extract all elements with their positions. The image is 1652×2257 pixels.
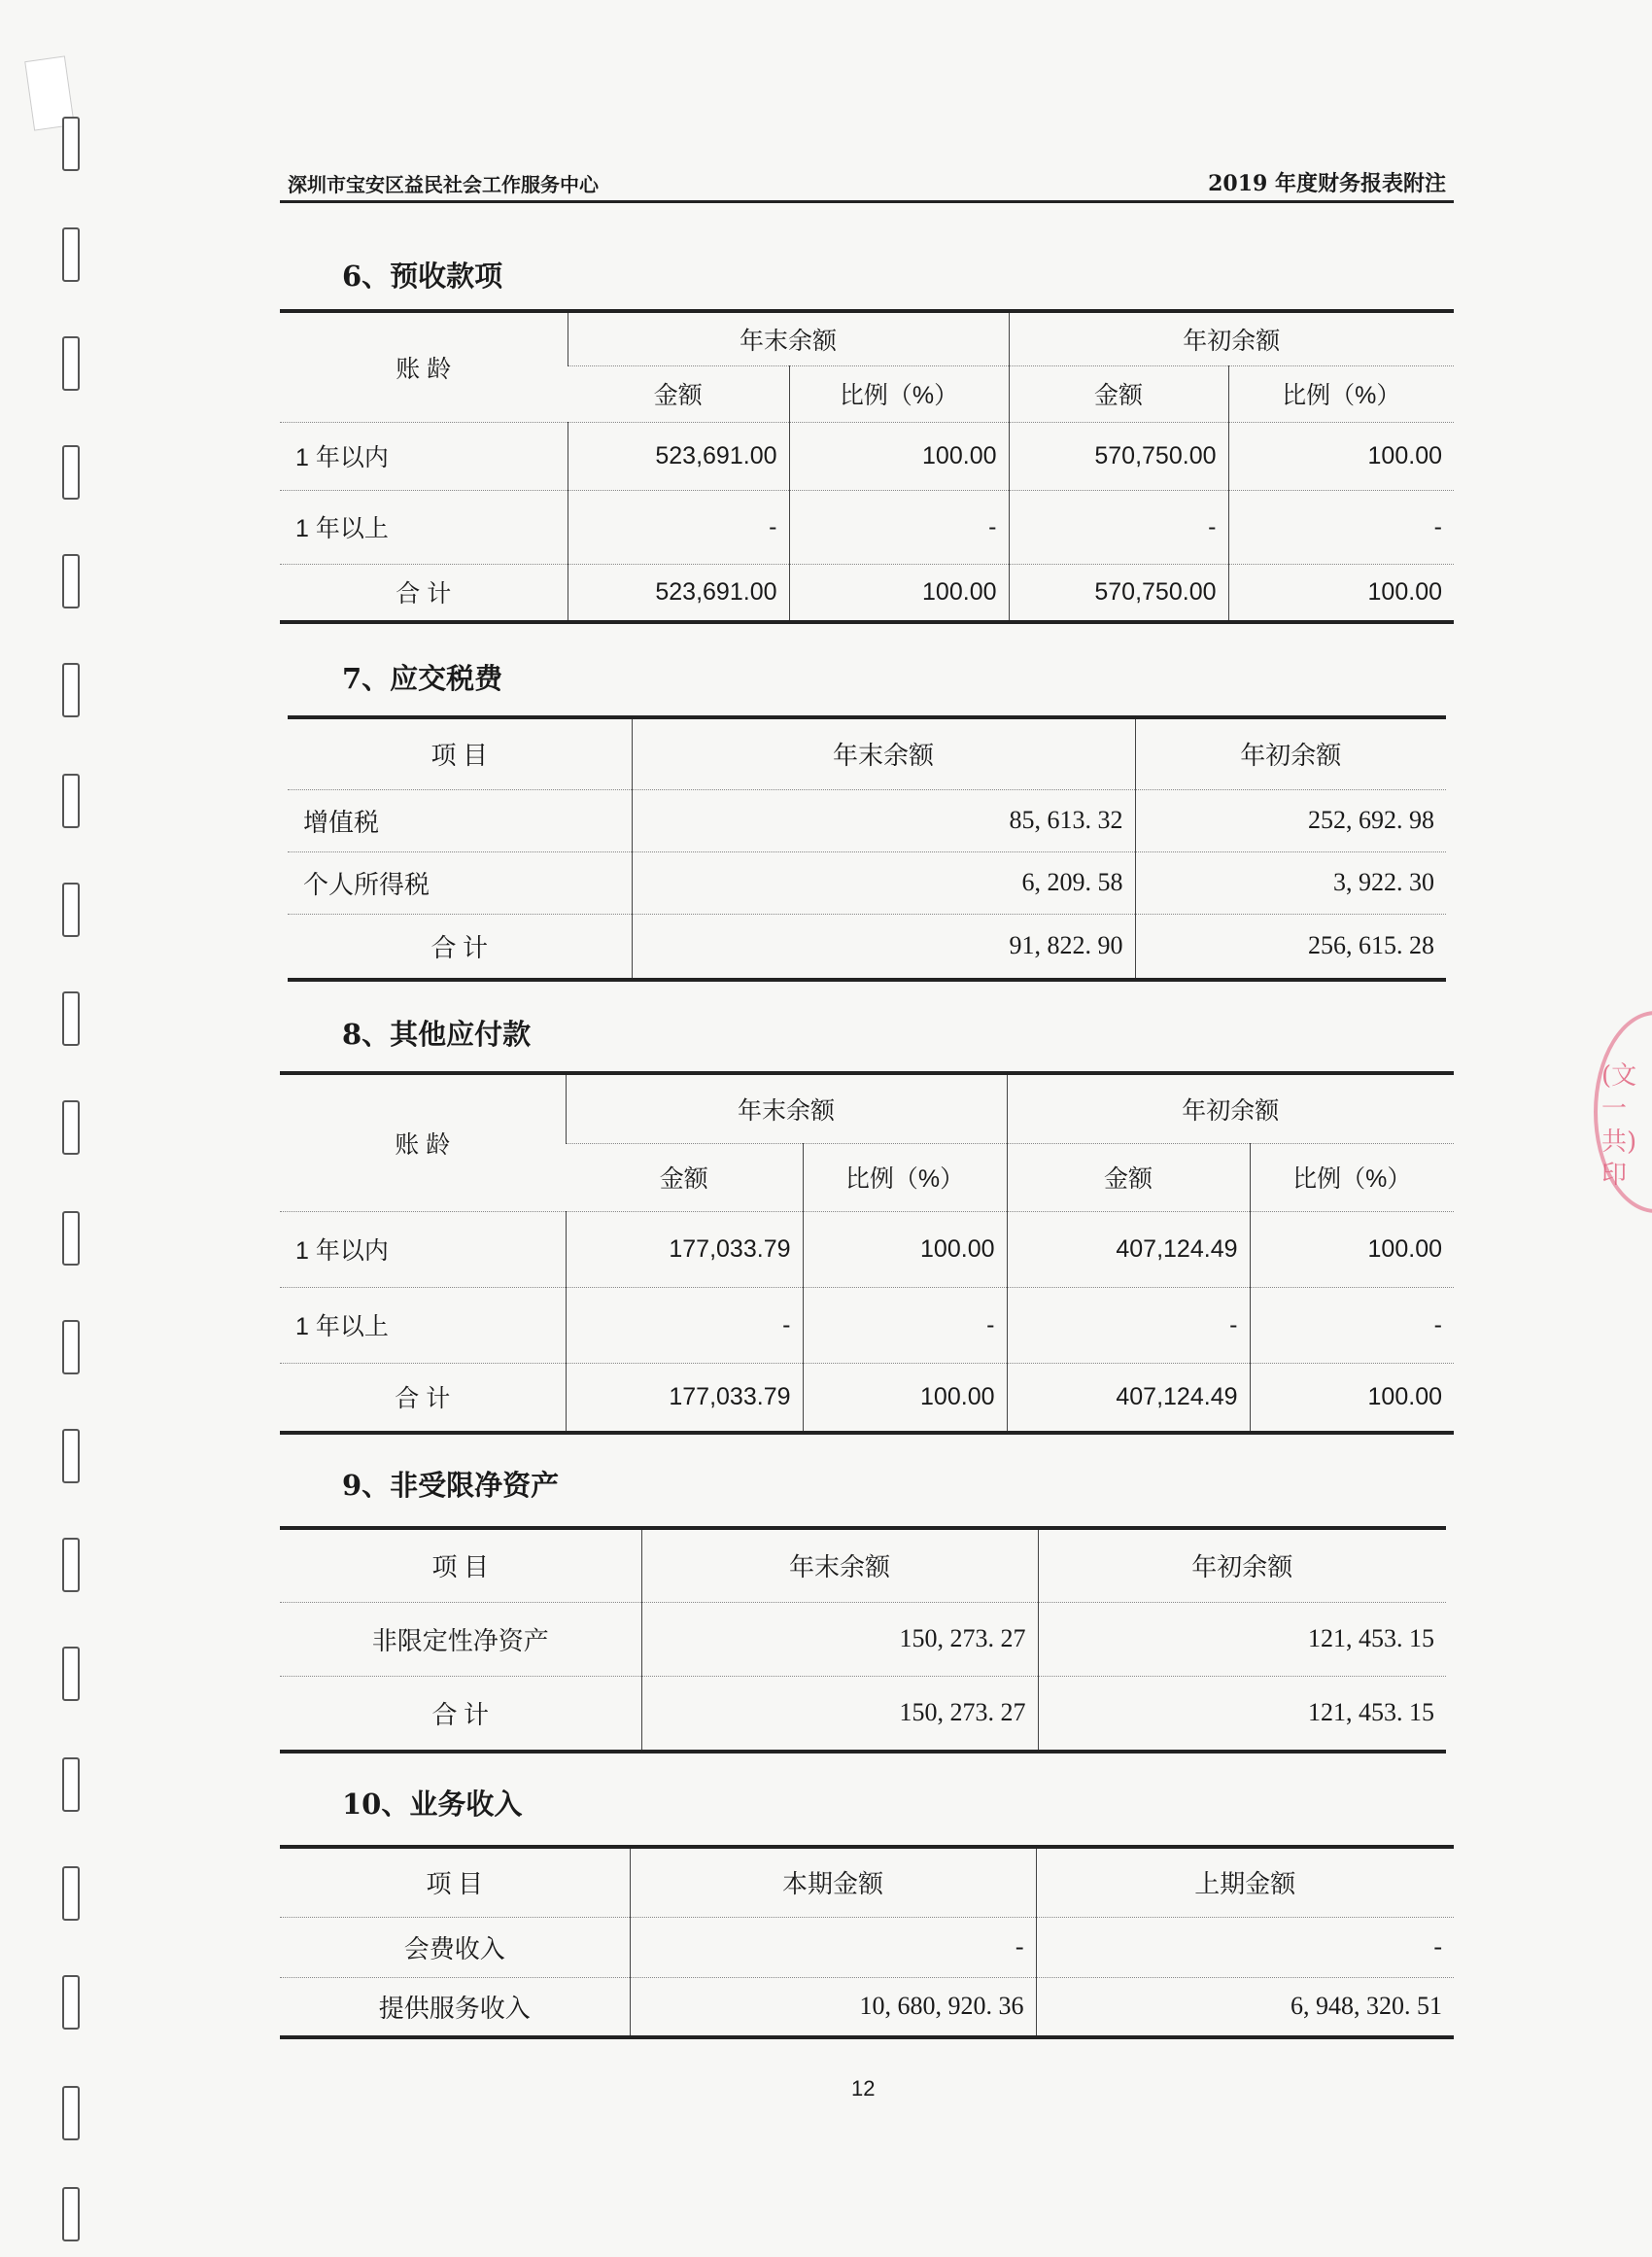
cell-end-amount: 523,691.00 [568,422,789,490]
binding-hole [62,1100,80,1155]
row-label: 个人所得税 [288,851,632,914]
binding-hole [62,1757,80,1812]
binding-hole [62,2187,80,2241]
col-header-year-begin: 年初余额 [1038,1528,1446,1602]
col-header-ratio: 比例（%） [803,1143,1007,1211]
col-header-year-end: 年末余额 [641,1528,1038,1602]
report-title: 2019 年度财务报表附注 [1208,171,1446,196]
cell-begin-ratio: 100.00 [1250,1363,1454,1433]
row-label: 1 年以上 [280,490,568,564]
cell-prior: - [1036,1917,1454,1977]
cell-begin: 121, 453. 15 [1038,1602,1446,1676]
col-header-current: 本期金额 [630,1847,1036,1917]
section-9-title: 9、非受限净资产 [342,1469,560,1502]
col-header-year-end: 年末余额 [632,717,1135,789]
cell-prior: 6, 948, 320. 51 [1036,1977,1454,2037]
table-row [288,789,1446,851]
col-header-age: 账 龄 [280,311,568,422]
section-7-title: 7、应交税费 [342,662,503,695]
row-label: 非限定性净资产 [280,1602,641,1676]
cell-begin-ratio: 100.00 [1228,564,1454,622]
row-label: 合 计 [280,1676,641,1752]
cell-begin-amount: 570,750.00 [1009,564,1228,622]
col-header-amount: 金额 [566,1143,803,1211]
cell-begin-amount: - [1009,490,1228,564]
col-header-ratio: 比例（%） [1250,1143,1454,1211]
table-row [280,422,1454,490]
table-row-total [280,564,1454,622]
cell-begin: 3, 922. 30 [1135,851,1446,914]
table-row-total [280,1676,1446,1752]
cell-current: 10, 680, 920. 36 [630,1977,1036,2037]
cell-end-ratio: 100.00 [803,1363,1007,1433]
stamp-text: (文一共) 印 [1601,1061,1637,1190]
cell-begin-ratio: 100.00 [1228,422,1454,490]
binding-hole [62,991,80,1046]
cell-end: 150, 273. 27 [641,1676,1038,1752]
binding-hole [62,1975,80,2030]
col-header-year-begin: 年初余额 [1135,717,1446,789]
binding-hole [62,1429,80,1483]
organization-name: 深圳市宝安区益民社会工作服务中心 [288,173,599,196]
row-label: 会费收入 [280,1917,630,1977]
cell-end-ratio: - [803,1287,1007,1363]
cell-end-ratio: 100.00 [789,564,1009,622]
cell-begin-amount: 407,124.49 [1007,1211,1250,1287]
col-header-year-begin: 年初余额 [1009,311,1454,365]
binding-hole [62,1320,80,1374]
cell-begin: 121, 453. 15 [1038,1676,1446,1752]
cell-end: 150, 273. 27 [641,1602,1038,1676]
table-row-total [280,1363,1454,1433]
row-label: 合 计 [280,1363,566,1433]
binding-hole [62,883,80,937]
row-label: 合 计 [280,564,568,622]
col-header-amount: 金额 [1007,1143,1250,1211]
cell-end-amount: 177,033.79 [566,1211,803,1287]
cell-end: 91, 822. 90 [632,914,1135,980]
cell-begin-amount: 570,750.00 [1009,422,1228,490]
table-row [280,490,1454,564]
col-header-year-begin: 年初余额 [1007,1073,1454,1143]
binding-hole [62,1647,80,1701]
binding-hole [62,554,80,608]
row-label: 1 年以内 [280,422,568,490]
row-label: 1 年以内 [280,1211,566,1287]
unrestricted-net-assets-table [280,1526,1446,1754]
col-header-year-end: 年末余额 [566,1073,1007,1143]
section-10-title: 10、业务收入 [342,1788,523,1821]
cell-begin-ratio: - [1228,490,1454,564]
binding-holes [58,0,87,2257]
table-row [280,1917,1454,1977]
taxes-payable-table [288,715,1446,982]
col-header-age: 账 龄 [280,1073,566,1211]
binding-hole [62,774,80,828]
cell-begin-ratio: 100.00 [1250,1211,1454,1287]
binding-hole [62,336,80,391]
cell-end-amount: - [566,1287,803,1363]
cell-end: 85, 613. 32 [632,789,1135,851]
binding-hole [62,1538,80,1592]
col-header-year-end: 年末余额 [568,311,1009,365]
business-income-table [280,1845,1454,2039]
table-row [280,1287,1454,1363]
row-label: 提供服务收入 [280,1977,630,2037]
col-header-ratio: 比例（%） [1228,365,1454,422]
cell-end-ratio: 100.00 [789,422,1009,490]
section-6-title: 6、预收款项 [342,260,503,293]
binding-hole [62,227,80,282]
table-row [280,1602,1446,1676]
col-header-ratio: 比例（%） [789,365,1009,422]
binding-hole [62,445,80,500]
row-label: 增值税 [288,789,632,851]
table-row [280,1977,1454,2037]
cell-begin: 256, 615. 28 [1135,914,1446,980]
cell-begin: 252, 692. 98 [1135,789,1446,851]
cell-end: 6, 209. 58 [632,851,1135,914]
cell-end-amount: 523,691.00 [568,564,789,622]
col-header-amount: 金额 [568,365,789,422]
col-header-item: 项 目 [280,1528,641,1602]
other-payables-table [280,1071,1454,1435]
page-header [280,167,1454,203]
row-label: 1 年以上 [280,1287,566,1363]
cell-end-ratio: - [789,490,1009,564]
col-header-item: 项 目 [280,1847,630,1917]
cell-current: - [630,1917,1036,1977]
cell-end-amount: 177,033.79 [566,1363,803,1433]
col-header-prior: 上期金额 [1036,1847,1454,1917]
cell-end-amount: - [568,490,789,564]
table-row [280,1211,1454,1287]
cell-begin-amount: - [1007,1287,1250,1363]
binding-hole [62,1211,80,1266]
table-row-total [288,914,1446,980]
col-header-item: 项 目 [288,717,632,789]
row-label: 合 计 [288,914,632,980]
cell-end-ratio: 100.00 [803,1211,1007,1287]
section-8-title: 8、其他应付款 [342,1018,532,1051]
table-row [288,851,1446,914]
page-number: 12 [851,2076,876,2101]
binding-hole [62,2086,80,2140]
advance-receipts-table [280,309,1454,624]
cell-begin-ratio: - [1250,1287,1454,1363]
cell-begin-amount: 407,124.49 [1007,1363,1250,1433]
col-header-amount: 金额 [1009,365,1228,422]
binding-hole [62,117,80,171]
binding-hole [62,663,80,717]
binding-hole [62,1866,80,1921]
